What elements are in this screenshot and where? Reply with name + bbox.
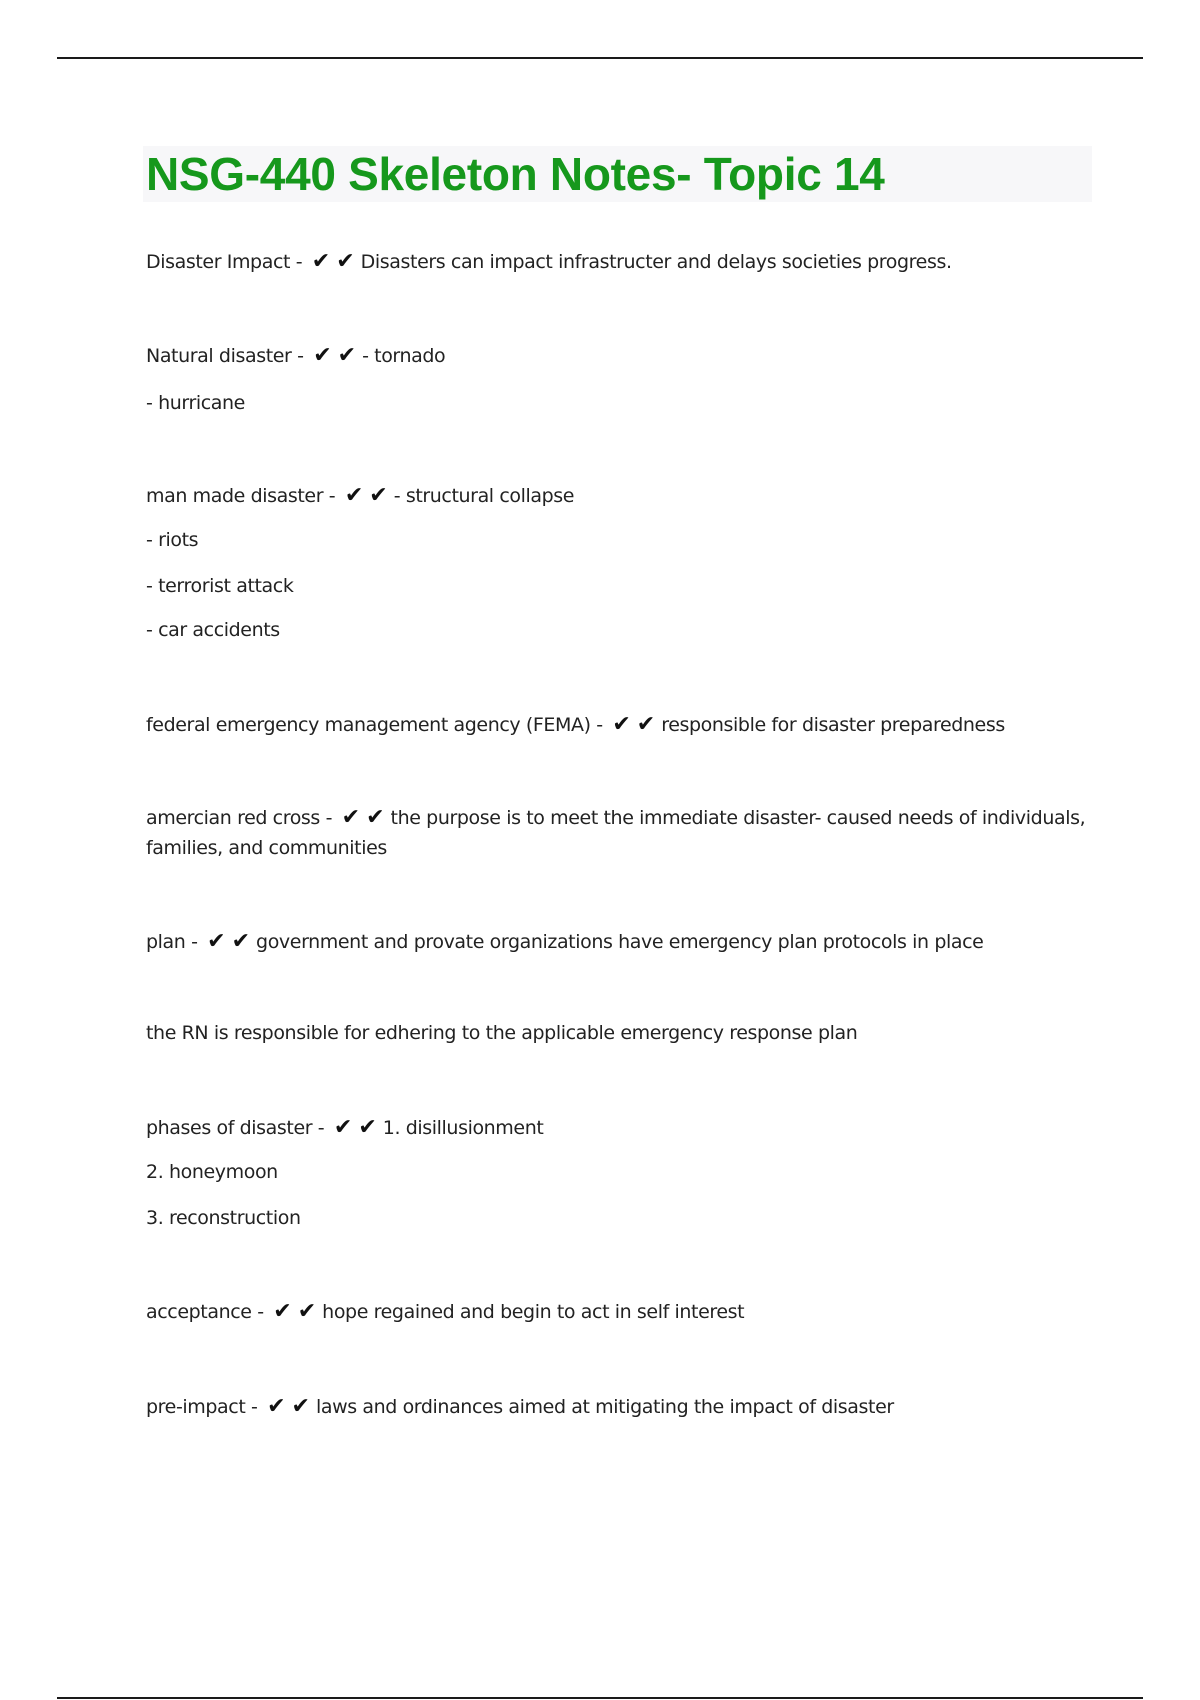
entry-red-cross [146, 803, 1086, 863]
answer: the purpose is to meet the immediate disaster- caused needs of individuals, families, and communities [146, 807, 1086, 859]
list-item: - riots [146, 529, 199, 551]
answer: laws and ordinances aimed at mitigating the impact of disaster [316, 1396, 894, 1418]
list-item: 2. honeymoon [146, 1161, 278, 1183]
entry-rn-note: the RN is responsible for edhering to the applicable emergency response plan [146, 1022, 858, 1044]
page-title: NSG-440 Skeleton Notes- Topic 14 [146, 148, 885, 200]
term: Disaster Impact - [146, 251, 308, 273]
term: acceptance - [146, 1301, 270, 1323]
answer: - tornado [362, 345, 446, 367]
term: amercian red cross - [146, 807, 338, 829]
answer: hope regained and begin to act in self interest [322, 1301, 745, 1323]
answer: - structural collapse [393, 485, 575, 507]
double-check-icon: ✔✔ [341, 805, 391, 830]
entry-pre-impact [146, 1393, 894, 1421]
term: phases of disaster - [146, 1117, 330, 1139]
entry-phases-of-disaster [146, 1114, 543, 1142]
footer-rule [57, 1697, 1143, 1699]
double-check-icon: ✔✔ [333, 1115, 383, 1140]
list-item: - hurricane [146, 392, 245, 414]
double-check-icon: ✔✔ [311, 249, 361, 274]
answer: responsible for disaster preparedness [661, 714, 1005, 736]
list-item: - terrorist attack [146, 575, 294, 597]
term: man made disaster - [146, 485, 341, 507]
header-rule [57, 57, 1143, 59]
term: plan - [146, 931, 204, 953]
entry-natural-disaster [146, 342, 445, 370]
double-check-icon: ✔✔ [612, 712, 662, 737]
answer: 1. disillusionment [382, 1117, 544, 1139]
answer: government and provate organizations have emergency plan protocols in place [256, 931, 984, 953]
double-check-icon: ✔✔ [207, 929, 257, 954]
entry-man-made-disaster [146, 482, 574, 510]
term: federal emergency management agency (FEMA) - [146, 714, 609, 736]
term: pre-impact - [146, 1396, 264, 1418]
double-check-icon: ✔✔ [267, 1394, 316, 1419]
answer: Disasters can impact infrastructer and delays societies progress. [360, 251, 952, 273]
entry-fema [146, 711, 1005, 739]
list-item: 3. reconstruction [146, 1207, 301, 1229]
entry-plan [146, 928, 983, 956]
entry-disaster-impact [146, 248, 952, 276]
list-item: - car accidents [146, 619, 280, 641]
double-check-icon: ✔✔ [273, 1299, 323, 1324]
double-check-icon: ✔✔ [313, 343, 363, 368]
entry-acceptance [146, 1298, 744, 1326]
double-check-icon: ✔✔ [344, 483, 394, 508]
term: Natural disaster - [146, 345, 310, 367]
